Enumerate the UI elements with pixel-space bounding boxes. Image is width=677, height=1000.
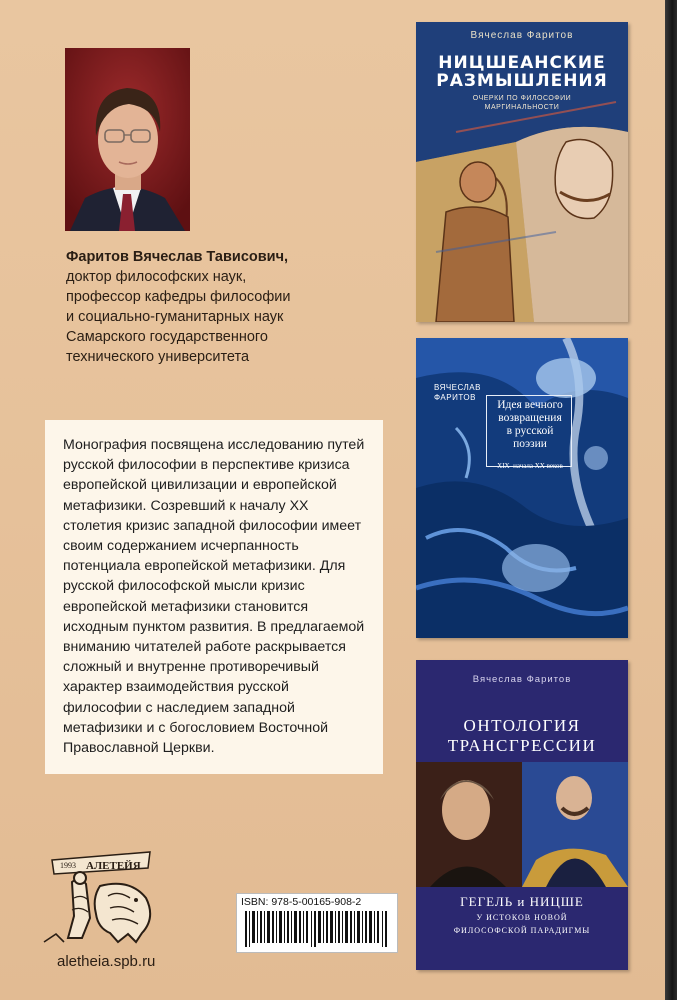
book1-subtitle: [416, 94, 628, 112]
book1-author: Вячеслав Фаритов: [470, 30, 574, 41]
book2-author: [434, 383, 494, 403]
book1-title-line: РАЗМЫШЛЕНИЯ: [436, 71, 608, 91]
author-info: [66, 247, 386, 367]
author-credential: и социально-гуманитарных наук: [66, 309, 284, 325]
book3-title-line: ОНТОЛОГИЯ: [463, 716, 581, 735]
book-spine-edge: [665, 0, 677, 1000]
book3-title-line: ТРАНСГРЕССИИ: [447, 736, 597, 755]
book2-title-line: поэзии: [513, 438, 547, 450]
annotation-text: Монография посвящена исследованию путей русской философии в перспективе кризиса европейской цивилизации и европейской метафизики. Созревший к началу XX столетия кризис западной философии имеет своим содержанием исчерпанность потенциала европейской метафизики. Для русской философской мысли кризис европейской метафизики становится исходным пунктом развития. В предлагаемой вниманию читателей работе раскрывается сложный и внутренне противоречивый характер взаимодействия русской философии с наследием западной метафизики и с богословием Восточной Православной Церкви.: [63, 437, 365, 757]
logo-year: 1993: [60, 861, 76, 870]
barcode-icon: [245, 911, 389, 947]
book1-title-line: НИЦШЕАНСКИЕ: [438, 53, 606, 73]
book2-title-line: Идея вечного: [497, 399, 563, 411]
book3-bottom-subtitle-line: У ИСТОКОВ НОВОЙ: [476, 913, 568, 922]
author-credential: профессор кафедры философии: [66, 289, 291, 305]
book1-subtitle-line: МАРГИНАЛЬНОСТИ: [484, 104, 560, 111]
book2-author-line: ВЯЧЕСЛАВ: [434, 383, 481, 392]
book1-subtitle-line: ОЧЕРКИ ПО ФИЛОСОФИИ: [472, 95, 572, 102]
book2-title: [490, 399, 570, 451]
publisher-url[interactable]: aletheia.spb.ru: [57, 953, 156, 970]
book3-bottom-title: ГЕГЕЛЬ и НИЦШЕ: [460, 894, 584, 909]
book2-title-line: в русской: [506, 425, 554, 437]
author-photo: [65, 48, 190, 231]
author-credential: Самарского государственного: [66, 329, 268, 345]
book2-author-line: ФАРИТОВ: [434, 393, 476, 402]
book-cover-eternal-return: [416, 338, 628, 638]
author-credential: доктор философских наук,: [66, 269, 247, 285]
author-name: Фаритов Вячеслав Тависович,: [66, 249, 289, 265]
logo-text: АЛЕТЕЙЯ: [86, 860, 141, 872]
annotation-box: [45, 420, 383, 774]
book3-bottom-text: [416, 894, 628, 936]
book3-bottom-subtitle-line: ФИЛОСОФСКОЙ ПАРАДИГМЫ: [453, 926, 591, 935]
book1-title: [416, 54, 628, 90]
book3-title: [416, 716, 628, 756]
book2-title-line: возвращения: [498, 412, 562, 424]
isbn-barcode-block: [236, 893, 398, 953]
isbn-text: ISBN: 978-5-00165-908-2: [241, 896, 362, 908]
book-cover-nietzschean-reflections: [416, 22, 628, 322]
book2-subtitle: XIX–начала XX веков: [497, 462, 563, 470]
book-cover-ontology-of-transgression: [416, 660, 628, 970]
book3-author: Вячеслав Фаритов: [472, 674, 572, 685]
publisher-logo: [38, 838, 168, 948]
author-credential: технического университета: [66, 349, 250, 365]
